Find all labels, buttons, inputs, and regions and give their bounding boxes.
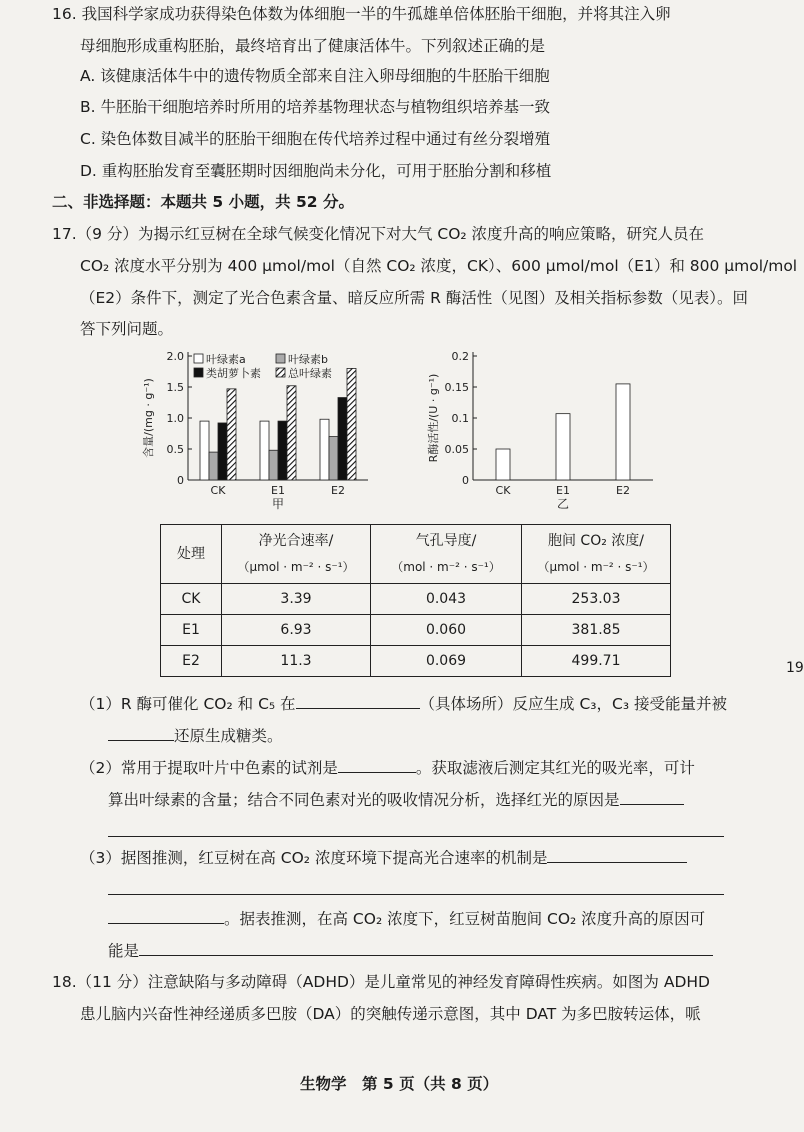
x-tick-label: E1 <box>556 484 570 497</box>
cell-value: 0.069 <box>371 646 522 677</box>
q17-part2-text-c: 算出叶绿素的含量；结合不同色素对光的吸收情况分析，选择红光的原因是 <box>108 791 620 809</box>
bar <box>269 450 278 480</box>
cell-value: 0.060 <box>371 615 522 646</box>
q17-part3-line1 <box>80 848 687 868</box>
y-tick-label: 1.5 <box>166 381 184 394</box>
section-heading: 二、非选择题：本题共 5 小题，共 52 分。 <box>52 193 354 211</box>
header-unit: （mol · m⁻² · s⁻¹） <box>391 560 501 574</box>
answer-blank-reagent[interactable] <box>338 758 416 773</box>
legend-swatch <box>194 354 203 363</box>
q16-stem-line2: 母细胞形成重构胚胎，最终培育出了健康活体牛。下列叙述正确的是 <box>80 37 546 55</box>
q17-part1-line1 <box>80 694 727 714</box>
legend-label: 类胡萝卜素 <box>206 367 261 380</box>
q17-part3-text-c: 能是 <box>108 942 140 960</box>
margin-page-number: 19 <box>786 660 804 676</box>
row-label: E1 <box>161 615 222 646</box>
data-table <box>160 524 671 677</box>
row-label: E2 <box>161 646 222 677</box>
bar <box>496 449 510 480</box>
x-tick-label: E2 <box>616 484 630 497</box>
q17-part2-line2 <box>108 790 684 810</box>
q18-stem-line1: 18.（11 分）注意缺陷与多动障碍（ADHD）是儿童常见的神经发育障碍性疾病。如图为 ADHD <box>52 973 710 991</box>
chart-title: 乙 <box>556 497 570 511</box>
q18-stem-line2: 患儿脑内兴奋性神经递质多巴胺（DA）的突触传递示意图，其中 DAT 为多巴胺转运体，哌 <box>80 1005 701 1023</box>
answer-blank-mechanism-end[interactable] <box>108 909 224 924</box>
q17-intro-line3: （E2）条件下，测定了光合色素含量、暗反应所需 R 酶活性（见图）及相关指标参数（见表）。回 <box>80 289 749 307</box>
y-tick-label: 0 <box>462 474 469 487</box>
y-tick-label: 2.0 <box>166 350 184 363</box>
header-unit: （μmol · m⁻² · s⁻¹） <box>537 560 655 574</box>
page-footer: 生物学 第 5 页（共 8 页） <box>300 1075 499 1093</box>
cell-value: 381.85 <box>522 615 671 646</box>
y-tick-label: 0 <box>177 474 184 487</box>
table-header-stomatal-conductance <box>371 525 522 584</box>
table-header-intercellular-co2 <box>522 525 671 584</box>
bar <box>556 414 570 480</box>
q16-option-b: B. 牛胚胎干细胞培养时所用的培养基物理状态与植物组织培养基一致 <box>80 98 550 116</box>
bar <box>320 419 329 480</box>
y-tick-label: 0.1 <box>451 412 469 425</box>
q17-intro-line4: 答下列问题。 <box>80 320 174 338</box>
chart-title: 甲 <box>271 497 285 511</box>
q17-part1-text-b: （具体场所）反应生成 C₃，C₃ 接受能量并被 <box>419 695 727 713</box>
cell-value: 0.043 <box>371 584 522 615</box>
bar <box>616 384 630 480</box>
bar <box>347 368 356 480</box>
answer-line-reason[interactable] <box>108 836 724 837</box>
y-axis-label: 含量/(mg · g⁻¹) <box>142 378 155 458</box>
header-name: 气孔导度/ <box>415 533 477 549</box>
table-row <box>161 615 671 646</box>
x-tick-label: CK <box>495 484 511 497</box>
y-tick-label: 0.15 <box>444 381 469 394</box>
answer-blank-cause[interactable] <box>139 941 713 956</box>
header-name: 净光合速率/ <box>258 533 334 549</box>
x-tick-label: CK <box>210 484 226 497</box>
q17-part3-line2 <box>108 909 705 929</box>
q17-intro-line1: 17.（9 分）为揭示红豆树在全球气候变化情况下对大气 CO₂ 浓度升高的响应策略，研究人员在 <box>52 225 705 243</box>
q17-intro-line2: CO₂ 浓度水平分别为 400 μmol/mol（自然 CO₂ 浓度，CK）、600 μmol/mol（E1）和 800 μmol/mol <box>80 257 798 275</box>
q17-part1-text-a: （1）R 酶可催化 CO₂ 和 C₅ 在 <box>80 695 296 713</box>
q17-part3-line3 <box>108 941 713 961</box>
chart-pigment-content <box>140 348 380 520</box>
cell-value: 3.39 <box>222 584 371 615</box>
answer-blank-location[interactable] <box>296 694 420 709</box>
x-tick-label: E1 <box>271 484 285 497</box>
y-axis-label: R酶活性/(U · g⁻¹) <box>427 373 440 463</box>
q16-option-a: A. 该健康活体牛中的遗传物质全部来自注入卵母细胞的牛胚胎干细胞 <box>80 67 550 85</box>
table-header-treatment: 处理 <box>161 525 222 584</box>
answer-line-mechanism[interactable] <box>108 894 724 895</box>
bar <box>260 421 269 480</box>
q16-option-c: C. 染色体数目减半的胚胎干细胞在传代培养过程中通过有丝分裂增殖 <box>80 130 551 148</box>
bar <box>278 421 287 480</box>
y-tick-label: 1.0 <box>166 412 184 425</box>
q17-part2-text-a: （2）常用于提取叶片中色素的试剂是 <box>80 759 338 777</box>
header-unit: （μmol · m⁻² · s⁻¹） <box>237 560 355 574</box>
q17-part3-text-a: （3）据图推测，红豆树在高 CO₂ 浓度环境下提高光合速率的机制是 <box>80 849 548 867</box>
q17-part1-line2 <box>108 726 283 746</box>
header-name: 胞间 CO₂ 浓度/ <box>547 533 645 549</box>
legend-swatch <box>194 368 203 377</box>
row-label: CK <box>161 584 222 615</box>
q17-part2-line1 <box>80 758 695 778</box>
answer-blank-mechanism-start[interactable] <box>547 848 687 863</box>
q16-option-d: D. 重构胚胎发育至囊胚期时因细胞尚未分化，可用于胚胎分割和移植 <box>80 162 552 180</box>
answer-blank-reason-start[interactable] <box>620 790 684 805</box>
cell-value: 11.3 <box>222 646 371 677</box>
y-tick-label: 0.2 <box>451 350 469 363</box>
legend-label: 总叶绿素 <box>288 367 332 380</box>
table-header-net-photosynthesis <box>222 525 371 584</box>
legend-swatch <box>276 368 285 377</box>
bar <box>329 437 338 480</box>
bar <box>227 389 236 480</box>
y-tick-label: 0.05 <box>444 443 469 456</box>
cell-value: 253.03 <box>522 584 671 615</box>
answer-blank-reducer[interactable] <box>108 726 174 741</box>
table-row <box>161 584 671 615</box>
q17-part3-text-b: 。据表推测，在高 CO₂ 浓度下，红豆树苗胞间 CO₂ 浓度升高的原因可 <box>224 910 706 928</box>
bar <box>209 452 218 480</box>
chart-r-enzyme-activity <box>425 348 665 520</box>
legend-swatch <box>276 354 285 363</box>
q17-part1-text-c: 还原生成糖类。 <box>174 727 283 745</box>
y-tick-label: 0.5 <box>166 443 184 456</box>
legend-label: 叶绿素b <box>288 353 328 366</box>
cell-value: 6.93 <box>222 615 371 646</box>
bar <box>218 423 227 480</box>
q17-part2-text-b: 。获取滤液后测定其红光的吸光率，可计 <box>415 759 695 777</box>
bar <box>338 398 347 480</box>
table-row <box>161 646 671 677</box>
x-tick-label: E2 <box>331 484 345 497</box>
cell-value: 499.71 <box>522 646 671 677</box>
legend-label: 叶绿素a <box>206 353 246 366</box>
q16-stem-line1: 16. 我国科学家成功获得染色体数为体细胞一半的牛孤雄单倍体胚胎干细胞，并将其注入卵 <box>52 5 671 23</box>
bar <box>287 386 296 480</box>
bar <box>200 421 209 480</box>
